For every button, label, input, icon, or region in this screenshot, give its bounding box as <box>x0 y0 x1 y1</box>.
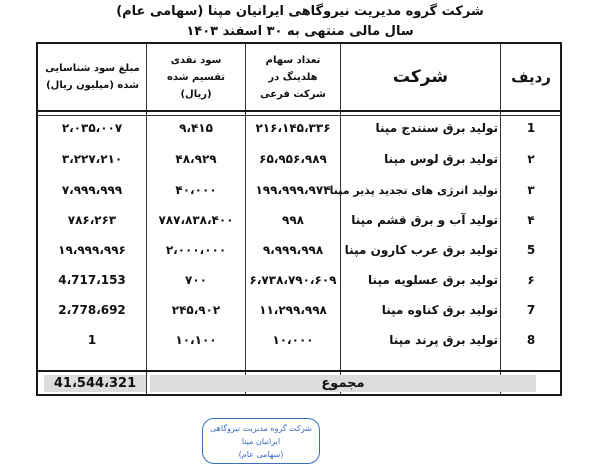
table-row-recognized-income: 2،778،692 <box>58 303 126 317</box>
table-row-company: تولید برق عرب کارون مپنا <box>344 243 498 257</box>
table-row-number: 1 <box>526 121 536 135</box>
title-line-1: شرکت گروه مدیریت نیروگاهی ایرانیان مپنا (سهامی عام) <box>116 4 484 19</box>
header-recognized-income: مبلغ سود شناسایی شده (میلیون ریال) <box>45 63 140 91</box>
table-row-shares: ۱۰،۰۰۰ <box>272 333 314 347</box>
header-divider <box>38 115 560 116</box>
company-stamp <box>202 418 320 464</box>
header-cash-dividend: سود نقدی تقسیم شده (ریال) <box>166 54 226 100</box>
table-row-number: ۲ <box>527 152 535 166</box>
table-row-cash-dividend: ۱۰،۱۰۰ <box>175 333 217 347</box>
table-row-recognized-income: 1 <box>87 333 97 347</box>
table-row-number: 5 <box>526 243 536 257</box>
table-row-number: ۴ <box>527 213 535 227</box>
table-row-company: تولید برق کناوه مپنا <box>381 303 498 317</box>
header-row-number: ردیف <box>511 68 551 86</box>
table-row-shares: ۹۹۸ <box>282 213 304 227</box>
table-row-shares: ۶،۷۳۸،۷۹۰،۶۰۹ <box>249 273 337 287</box>
table-row-company: تولید برق پرند مپنا <box>389 333 498 347</box>
table-row-company: تولید انرژی های تجدید پذیر مپنا <box>329 183 498 197</box>
header-shares: تعداد سهام هلدینگ در شرکت فرعی <box>260 54 326 100</box>
table-row-cash-dividend: ۴۰،۰۰۰ <box>175 183 217 197</box>
table-row-cash-dividend: ۲،۰۰۰،۰۰۰ <box>165 243 227 257</box>
table-row-company: تولید برق سنندج مپنا <box>375 121 498 135</box>
dividend-table <box>36 42 562 396</box>
table-row-shares: ۹،۹۹۹،۹۹۸ <box>262 243 324 257</box>
total-value: 41،544،321 <box>44 375 146 392</box>
table-row-recognized-income: ۱۹،۹۹۹،۹۹۶ <box>58 243 126 257</box>
table-row-cash-dividend: ۴۸،۹۲۹ <box>175 152 217 166</box>
table-row-shares: ۶۵،۹۵۶،۹۸۹ <box>259 152 327 166</box>
table-row-cash-dividend: ۷۸۷،۸۳۸،۴۰۰ <box>158 213 234 227</box>
header-divider <box>38 110 560 112</box>
stamp-line-1: شرکت گروه مدیریت نیروگاهی ایرانیان مپنا <box>210 423 312 446</box>
table-row-number: 8 <box>526 333 536 347</box>
table-row-shares: ۱۱،۲۹۹،۹۹۸ <box>259 303 327 317</box>
table-row-company: تولید برق لوس مپنا <box>384 152 498 166</box>
table-row-recognized-income: 4،717،153 <box>58 273 126 287</box>
table-row-shares: ۱۹۹،۹۹۹،۹۷۴ <box>255 183 331 197</box>
table-row-recognized-income: ۲،۰۳۵،۰۰۷ <box>61 121 123 135</box>
table-row-company: تولید برق عسلویه مپنا <box>368 273 498 287</box>
table-row-recognized-income: ۷۸۶،۲۶۳ <box>67 213 117 227</box>
table-row-cash-dividend: ۷۰۰ <box>185 273 207 287</box>
table-row-recognized-income: ۷،۹۹۹،۹۹۹ <box>61 183 123 197</box>
total-label: مجموع <box>150 375 536 392</box>
table-row-company: تولید آب و برق قشم مپنا <box>351 213 498 227</box>
table-row-number: ۶ <box>527 273 535 287</box>
title-line-2: سال مالی منتهی به ۳۰ اسفند ۱۴۰۳ <box>186 24 414 39</box>
table-row-number: 7 <box>526 303 536 317</box>
total-divider <box>38 370 560 372</box>
stamp-line-2: (سهامی عام) <box>238 449 284 459</box>
table-row-cash-dividend: ۲۴۵،۹۰۲ <box>171 303 221 317</box>
table-row-number: ۳ <box>527 183 535 197</box>
table-row-recognized-income: ۳،۲۲۷،۲۱۰ <box>61 152 123 166</box>
table-row-shares: ۲۱۶،۱۴۵،۳۳۶ <box>255 121 331 135</box>
table-row-cash-dividend: ۹،۴۱۵ <box>179 121 213 135</box>
header-company: شرکت <box>392 67 449 87</box>
